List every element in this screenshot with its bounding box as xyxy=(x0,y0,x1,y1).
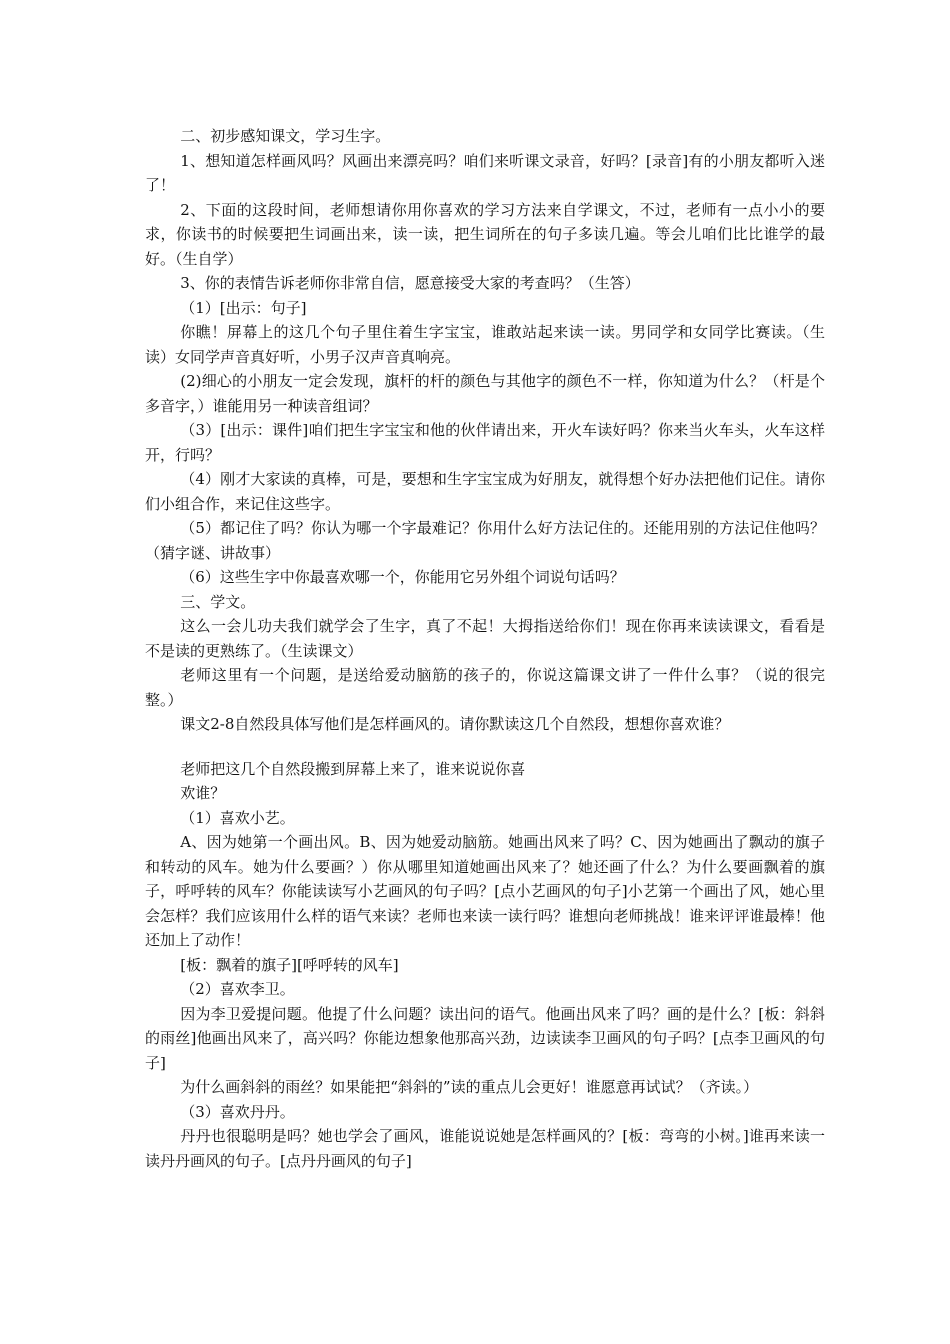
paragraph: 你瞧！屏幕上的这几个句子里住着生字宝宝，谁敢站起来读一读。男同学和女同学比赛读。（生读）女同学声音真好听，小男子汉声音真响亮。 xyxy=(145,323,825,366)
paragraph: （4）刚才大家读的真棒，可是，要想和生字宝宝成为好朋友，就得想个好办法把他们记住。请你们小组合作，来记住这些字。 xyxy=(145,470,825,513)
paragraph: 1、想知道怎样画风吗？风画出来漂亮吗？咱们来听课文录音，好吗？[录音]有的小朋友都听入迷了！ xyxy=(145,151,825,194)
section-heading: 三、学文。 xyxy=(180,592,256,611)
paragraph: （3）[出示：课件]咱们把生字宝宝和他的伙伴请出来，开火车读好吗？你来当火车头，火车这样开，行吗？ xyxy=(145,421,825,464)
paragraph: 老师把这几个自然段搬到屏幕上来了，谁来说说你喜 xyxy=(180,759,526,778)
paragraph: 老师这里有一个问题，是送给爱动脑筋的孩子的，你说这篇课文讲了一件什么事？（说的很完整。） xyxy=(145,666,825,709)
paragraph: 为什么画斜斜的雨丝？如果能把“斜斜的”读的重点儿会更好！谁愿意再试试？（齐读。） xyxy=(180,1078,759,1096)
paragraph: 因为李卫爱提问题。他提了什么问题？读出问的语气。他画出风来了吗？画的是什么？[板：斜斜的雨丝]他画出风来了，高兴吗？你能边想象他那高兴劲，边读读李卫画风的句子吗？[点李卫画风的句子] xyxy=(145,1004,825,1072)
paragraph: 这么一会儿功夫我们就学会了生字，真了不起！大拇指送给你们！现在你再来读读课文，看看是不是读的更熟练了。（生读课文） xyxy=(145,617,825,660)
paragraph: （2）喜欢李卫。 xyxy=(180,980,295,998)
paragraph: [板：飘着的旗子][呼呼转的风车] xyxy=(180,955,399,974)
paragraph: （6）这些生字中你最喜欢哪一个，你能用它另外组个词说句话吗？ xyxy=(180,568,625,586)
paragraph: （5）都记住了吗？你认为哪一个字最难记？你用什么好方法记住的。还能用别的方法记住他吗？（猜字谜、讲故事） xyxy=(145,519,825,562)
blank-line xyxy=(145,737,825,757)
paragraph: (2)细心的小朋友一定会发现，旗杆的杆的颜色与其他字的颜色不一样，你知道为什么？（杆是个多音字，）谁能用另一种读音组词？ xyxy=(145,372,825,415)
paragraph: 丹丹也很聪明是吗？她也学会了画风，谁能说说她是怎样画风的？[板：弯弯的小树。]谁再来读一读丹丹画风的句子。[点丹丹画风的句子] xyxy=(145,1127,825,1170)
paragraph: A、因为她第一个画出风。B、因为她爱动脑筋。她画出风来了吗？C、因为她画出了飘动的旗子和转动的风车。她为什么要画？）你从哪里知道她画出风来了？她还画了什么？为什么要画飘着的旗子，呼呼转的风车？你能读读写小艺画风的句子吗？[点小艺画风的句子]小艺第一个画出了风，她心里会怎样？我们应该用什么样的语气来读？老师也来读一读行吗？谁想向老师挑战！谁来评评谁最棒！他还加上了动作！ xyxy=(145,833,825,949)
section-heading: 二、初步感知课文，学习生字。 xyxy=(180,127,391,145)
paragraph: （1）[出示：句子] xyxy=(180,298,307,317)
paragraph: （1）喜欢小艺。 xyxy=(180,808,295,827)
paragraph: 欢谁？ xyxy=(180,784,226,802)
paragraph: 3、你的表情告诉老师你非常自信，愿意接受大家的考查吗？（生答） xyxy=(180,274,640,292)
paragraph: 课文2-8自然段具体写他们是怎样画风的。请你默读这几个自然段，想想你喜欢谁？ xyxy=(180,715,730,733)
paragraph: （3）喜欢丹丹。 xyxy=(180,1102,295,1121)
paragraph: 2、下面的这段时间，老师想请你用你喜欢的学习方法来自学课文，不过，老师有一点小小的要求，你读书的时候要把生词画出来，读一读，把生词所在的句子多读几遍。等会儿咱们比比谁学的最好。（生自学） xyxy=(145,200,825,268)
lesson-plan-body xyxy=(145,124,825,1173)
